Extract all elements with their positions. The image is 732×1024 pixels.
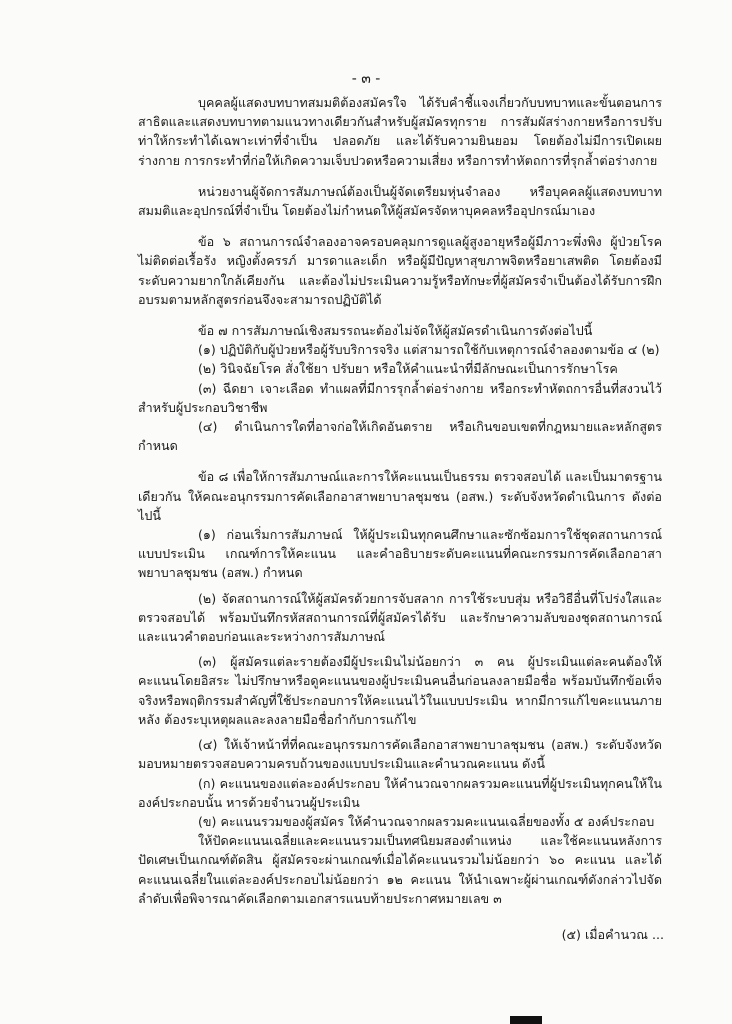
clause-8-item-1: (๑) ก่อนเริ่มการสัมภาษณ์ ให้ผู้ประเมินทุกคนศึกษาและซักซ้อมการใช้ชุดสถานการณ์ แบบประเมิน เกณฑ์การให้คะแนน และคำอธิบายระดับคะแนนที่คณะกรรมการคัดเลือกอาสาพยาบาลชุมชน (อสพ.) กำหนด [138, 527, 662, 581]
clause-7: ข้อ ๗ การสัมภาษณ์เชิงสมรรถนะต้องไม่จัดให้ผู้สมัครดำเนินการดังต่อไปนี้ [198, 323, 593, 339]
paragraph-agency: หน่วยงานผู้จัดการสัมภาษณ์ต้องเป็นผู้จัดเตรียมหุ่นจำลอง หรือบุคคลผู้แสดงบทบาทสมมติและอุปกรณ์ที่จำเป็น โดยต้องไม่กำหนดให้ผู้สมัครจัดหาบุคคลหรืออุปกรณ์มาเอง [138, 183, 662, 219]
clause-8-item-2: (๒) จัดสถานการณ์ให้ผู้สมัครด้วยการจับสลาก การใช้ระบบสุ่ม หรือวิธีอื่นที่โปร่งใสและตรวจสอบได้ พร้อมบันทึกรหัสสถานการณ์ที่ผู้สมัครได้รับ และรักษาความลับของชุดสถานการณ์และแนวคำตอบก่อนและระหว่างการสัมภาษณ์ [138, 590, 662, 645]
paragraph-roleplayer: บุคคลผู้แสดงบทบาทสมมติต้องสมัครใจ ได้รับคำชี้แจงเกี่ยวกับบทบาทและขั้นตอนการสาธิตและแสดงบทบาทตามแนวทางเดียวกันสำหรับผู้สมัครทุกราย การสัมผัสร่างกายหรือการปรับท่าให้กระทำได้เฉพาะเท่าที่จำเป็น ปลอดภัย และได้รับความยินยอม โดยต้องไม่มีการเปิดเผยร่างกาย การกระทำที่ก่อให้เกิดความเจ็บปวดหรือความเสี่ยง หรือการทำหัตถการที่รุกล้ำต่อร่างกาย [138, 95, 662, 168]
clause-8-item-4: (๔) ให้เจ้าหน้าที่ที่คณะอนุกรรมการคัดเลือกอาสาพยาบาลชุมชน (อสพ.) ระดับจังหวัดมอบหมายตรวจสอบความครบถ้วนของแบบประเมินและคำนวณคะแนน ดังนี้ [138, 737, 662, 772]
clause-7-item-1: (๑) ปฏิบัติกับผู้ป่วยหรือผู้รับบริการจริง แต่สามารถใช้กับเหตุการณ์จำลองตามข้อ ๔ (๒) [198, 342, 660, 358]
clause-7-item-2: (๒) วินิจฉัยโรค สั่งใช้ยา ปรับยา หรือให้คำแนะนำที่มีลักษณะเป็นการรักษาโรค [198, 361, 618, 377]
clause-8-item-3: (๓) ผู้สมัครแต่ละรายต้องมีผู้ประเมินไม่น้อยกว่า ๓ คน ผู้ประเมินแต่ละคนต้องให้คะแนนโดยอิสระ ไม่ปรึกษาหรือดูคะแนนของผู้ประเมินคนอื่นก่อนลงลายมือชื่อ พร้อมบันทึกข้อเท็จจริงหรือพฤติกรรมสำคัญที่ใช้ประกอบการให้คะแนนไว้ในแบบประเมิน หากมีการแก้ไขคะแนนภายหลัง ต้องระบุเหตุผลและลงลายมือชื่อกำกับการแก้ไข [138, 654, 662, 727]
continuation-note: (๕) เมื่อคำนวณ ... [561, 927, 664, 942]
clause-7-item-4: (๔) ดำเนินการใดที่อาจก่อให้เกิดอันตราย หรือเกินขอบเขตที่กฎหมายและหลักสูตรกำหนด [138, 419, 662, 454]
rounding-rule: ให้ปัดคะแนนเฉลี่ยและคะแนนรวมเป็นทศนิยมสองตำแหน่ง และใช้คะแนนหลังการปัดเศษเป็นเกณฑ์ตัดสิน ผู้สมัครจะผ่านเกณฑ์เมื่อได้คะแนนรวมไม่น้อยกว่า ๖๐ คะแนน และได้คะแนนเฉลี่ยในแต่ละองค์ประกอบไม่น้อยกว่า ๑๒ คะแนน ให้นำเฉพาะผู้ผ่านเกณฑ์ดังกล่าวไปจัดลำดับเพื่อพิจารณาคัดเลือกตามเอกสารแนบท้ายประกาศหมายเลข ๓ [138, 833, 662, 906]
clause-6: ข้อ ๖ สถานการณ์จำลองอาจครอบคลุมการดูแลผู้สูงอายุหรือผู้มีภาวะพึ่งพิง ผู้ป่วยโรคไม่ติดต่อเรื้อรัง หญิงตั้งครรภ์ มารดาและเด็ก หรือผู้มีปัญหาสุขภาพจิตหรือยาเสพติด โดยต้องมีระดับความยากใกล้เคียงกัน และต้องไม่ประเมินความรู้หรือทักษะที่ผู้สมัครจำเป็นต้องได้รับการฝึกอบรมตามหลักสูตรก่อนจึงจะสามารถปฏิบัติได้ [138, 234, 662, 307]
clause-8-item-4b: (ข) คะแนนรวมของผู้สมัคร ให้คำนวณจากผลรวมคะแนนเฉลี่ยของทั้ง ๕ องค์ประกอบ [198, 813, 655, 829]
clause-8: ข้อ ๘ เพื่อให้การสัมภาษณ์และการให้คะแนนเป็นธรรม ตรวจสอบได้ และเป็นมาตรฐานเดียวกัน ให้คณะอนุกรรมการคัดเลือกอาสาพยาบาลชุมชน (อสพ.) ระดับจังหวัดดำเนินการ ดังต่อไปนี้ [138, 469, 662, 523]
clause-8-item-4a: (ก) คะแนนของแต่ละองค์ประกอบ ให้คำนวณจากผลรวมคะแนนที่ผู้ประเมินทุกคนให้ในองค์ประกอบนั้น หารด้วยจำนวนผู้ประเมิน [138, 775, 662, 810]
page-number: - ๓ - [351, 71, 381, 87]
footer-mark [510, 1016, 542, 1024]
document-body [138, 93, 662, 908]
clause-7-item-3: (๓) ฉีดยา เจาะเลือด ทำแผลที่มีการรุกล้ำต่อร่างกาย หรือกระทำหัตถการอื่นที่สงวนไว้สำหรับผู้ประกอบวิชาชีพ [138, 380, 662, 415]
